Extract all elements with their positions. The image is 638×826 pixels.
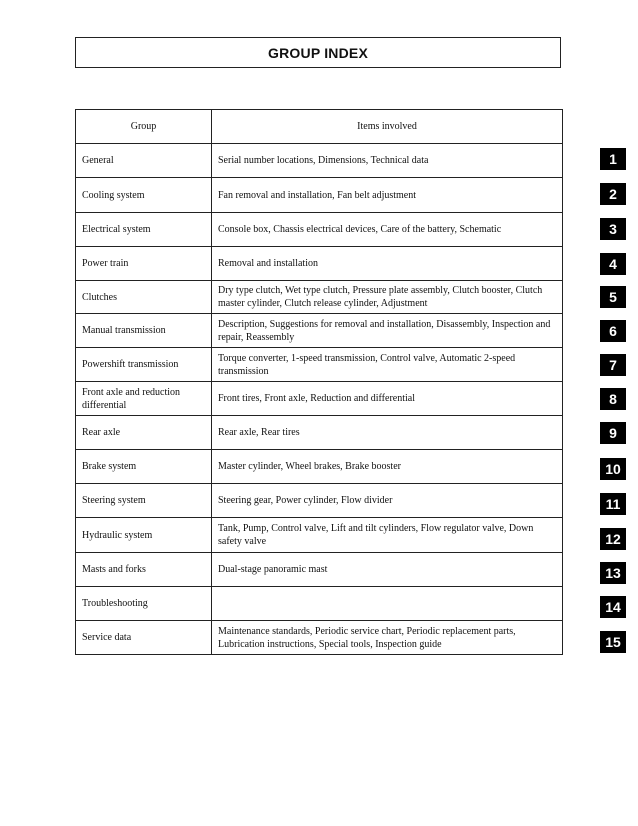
group-cell: Clutches (76, 281, 212, 314)
section-tab-1[interactable]: 1 (600, 148, 626, 170)
group-cell: Powershift transmission (76, 348, 212, 382)
group-cell: General (76, 144, 212, 178)
section-tab-2[interactable]: 2 (600, 183, 626, 205)
group-cell: Service data (76, 621, 212, 655)
section-tab-9[interactable]: 9 (600, 422, 626, 444)
group-cell: Brake system (76, 450, 212, 484)
items-cell: Removal and installation (212, 247, 563, 281)
table-row (76, 416, 563, 450)
group-cell: Masts and forks (76, 553, 212, 587)
items-cell: Steering gear, Power cylinder, Flow divider (212, 484, 563, 518)
group-cell: Rear axle (76, 416, 212, 450)
items-cell: Dual-stage panoramic mast (212, 553, 563, 587)
section-tab-12[interactable]: 12 (600, 528, 626, 550)
items-column-header: Items involved (212, 110, 563, 144)
group-cell: Power train (76, 247, 212, 281)
table-header-row (76, 110, 563, 144)
section-tab-3[interactable]: 3 (600, 218, 626, 240)
group-cell: Steering system (76, 484, 212, 518)
section-tab-6[interactable]: 6 (600, 320, 626, 342)
page-title: GROUP INDEX (75, 37, 561, 68)
table-row (76, 484, 563, 518)
items-cell: Rear axle, Rear tires (212, 416, 563, 450)
table-row (76, 144, 563, 178)
group-cell: Front axle and reduction differential (76, 382, 212, 416)
section-tab-5[interactable]: 5 (600, 286, 626, 308)
section-tab-4[interactable]: 4 (600, 253, 626, 275)
items-cell: Torque converter, 1-speed transmission, Control valve, Automatic 2-speed transmission (212, 348, 563, 382)
section-tab-13[interactable]: 13 (600, 562, 626, 584)
table-row (76, 621, 563, 655)
table-row (76, 553, 563, 587)
items-cell: Maintenance standards, Periodic service chart, Periodic replacement parts, Lubrication instructions, Special tools, Inspection guide (212, 621, 563, 655)
section-tab-15[interactable]: 15 (600, 631, 626, 653)
table-row (76, 518, 563, 553)
table-row (76, 382, 563, 416)
section-tab-8[interactable]: 8 (600, 388, 626, 410)
items-cell: Tank, Pump, Control valve, Lift and tilt cylinders, Flow regulator valve, Down safety valve (212, 518, 563, 553)
table-row (76, 281, 563, 314)
table-row (76, 247, 563, 281)
items-cell: Fan removal and installation, Fan belt adjustment (212, 178, 563, 213)
group-index-table (75, 109, 563, 655)
section-tab-11[interactable]: 11 (600, 493, 626, 515)
items-cell: Console box, Chassis electrical devices, Care of the battery, Schematic (212, 213, 563, 247)
group-column-header: Group (76, 110, 212, 144)
group-cell: Manual transmission (76, 314, 212, 348)
section-tab-7[interactable]: 7 (600, 354, 626, 376)
items-cell: Master cylinder, Wheel brakes, Brake booster (212, 450, 563, 484)
group-cell: Electrical system (76, 213, 212, 247)
items-cell: Dry type clutch, Wet type clutch, Pressure plate assembly, Clutch booster, Clutch master cylinder, Clutch release cylinder, Adjustment (212, 281, 563, 314)
group-cell: Troubleshooting (76, 587, 212, 621)
table-row (76, 314, 563, 348)
table-row (76, 587, 563, 621)
group-cell: Hydraulic system (76, 518, 212, 553)
items-cell (212, 587, 563, 621)
table-row (76, 348, 563, 382)
table-row (76, 450, 563, 484)
items-cell: Description, Suggestions for removal and installation, Disassembly, Inspection and repair, Reassembly (212, 314, 563, 348)
items-cell: Front tires, Front axle, Reduction and differential (212, 382, 563, 416)
section-tab-14[interactable]: 14 (600, 596, 626, 618)
table-row (76, 213, 563, 247)
group-cell: Cooling system (76, 178, 212, 213)
items-cell: Serial number locations, Dimensions, Technical data (212, 144, 563, 178)
table-row (76, 178, 563, 213)
section-tab-10[interactable]: 10 (600, 458, 626, 480)
